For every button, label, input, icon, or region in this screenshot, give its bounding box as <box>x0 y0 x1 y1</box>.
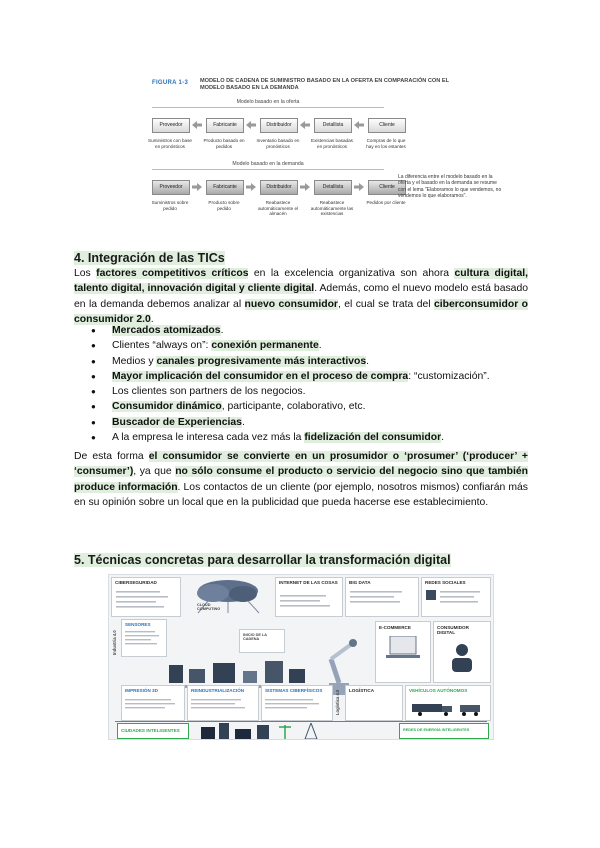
supply-chain-figure <box>148 74 522 250</box>
impresion-3d-block <box>121 685 185 721</box>
arrow-right-icon <box>300 183 310 191</box>
block-title: REDES DE ENERGÍA INTELIGENTES <box>403 728 470 732</box>
highlight: cultura digital, talento digital, innovación digital y cliente digital <box>74 268 529 295</box>
block-title: IMPRESIÓN 3D <box>125 688 158 693</box>
digital-transformation-infographic <box>108 574 494 740</box>
divider <box>152 169 384 170</box>
offer-node-fabricante: Fabricante <box>206 118 244 133</box>
figure-side-note: La diferencia entre el modelo basado en la oferta y el basado en la demanda se resume con el lema "Elaboramos lo que vendemos, no vendemos lo que elaboramos". <box>398 174 502 200</box>
text: . <box>220 325 224 336</box>
heading-text: 5. Técnicas concretas para desarrollar la transformación digital <box>74 553 451 567</box>
text: . <box>366 355 370 367</box>
ciberseguridad-block <box>111 577 181 617</box>
offer-desc: Producto basado en pedidos <box>203 138 245 149</box>
highlight: factores competitivos críticos <box>96 268 249 279</box>
offer-desc: Inventario basado en pronósticos <box>256 138 300 149</box>
offer-model-label: Modelo basado en la oferta <box>236 99 300 105</box>
offer-node-distribuidor: Distribuidor <box>260 118 298 133</box>
list-item <box>74 399 528 414</box>
lines-icon <box>125 630 163 652</box>
highlight: nuevo consumidor <box>244 298 338 310</box>
industria-label: Industria 4.0 <box>112 630 117 655</box>
highlight: canales progresivamente más interactivos <box>156 355 367 367</box>
section-4-paragraph-2 <box>74 449 528 511</box>
highlight: Mercados atomizados <box>112 325 221 336</box>
offer-chain-row <box>152 118 395 138</box>
arrow-left-icon <box>246 121 256 129</box>
text: . <box>318 340 322 352</box>
text: De esta forma <box>74 451 149 462</box>
arrow-left-icon <box>354 121 364 129</box>
block-title: SENSORES <box>125 622 151 627</box>
arrow-right-icon <box>246 183 256 191</box>
list-item <box>74 323 528 338</box>
list-item <box>74 384 528 399</box>
city-skyline-icon <box>201 723 341 739</box>
redes-energia-block <box>399 723 489 739</box>
text: . <box>241 416 245 428</box>
highlight: Consumidor dinámico <box>112 401 222 413</box>
list-item <box>74 415 528 430</box>
text: en la excelencia organizativa son ahora <box>248 268 455 279</box>
block-title: E-COMMERCE <box>379 625 411 630</box>
offer-node-proveedor: Proveedor <box>152 118 190 133</box>
demand-node-fabricante: Fabricante <box>206 180 244 195</box>
iot-block <box>275 577 343 617</box>
block-title: LOGÍSTICA <box>349 688 375 693</box>
text: A la empresa le interesa cada vez más la <box>112 432 305 444</box>
text: . Los contactos de un cliente (por ejemplo, nosotros mismos) confiarán más en su opinión sobre un local que en la publicidad que pueda hacerse ese establecimiento. <box>74 481 529 509</box>
arrow-right-icon <box>192 183 202 191</box>
text: , participante, colaborativo, etc. <box>221 401 366 413</box>
heading-text: 4. Integración de las TICs <box>74 251 225 265</box>
offer-desc: Suministros con base en pronósticos <box>148 138 192 149</box>
social-icon <box>426 590 486 612</box>
section-4-heading <box>74 251 225 265</box>
block-title: REDES SOCIALES <box>425 580 466 585</box>
laptop-icon <box>386 636 420 664</box>
arrow-left-icon <box>300 121 310 129</box>
text: Clientes “always on”: <box>112 340 212 352</box>
text: , el cual se trata del <box>337 298 434 310</box>
offer-node-cliente: Cliente <box>368 118 406 133</box>
lines-icon <box>265 698 325 716</box>
block-title: REINDUSTRIALIZACIÓN <box>191 688 245 693</box>
text: , ya que <box>133 466 176 478</box>
text: . <box>441 432 445 444</box>
demand-desc: Reabastece automáticamente el almacén <box>257 200 299 217</box>
lines-icon <box>191 698 251 716</box>
divider <box>115 721 487 722</box>
logistica-label: Logística 4.0 <box>335 689 340 715</box>
text: Medios y <box>112 355 157 367</box>
list-item <box>74 338 528 353</box>
section-4-paragraph-1 <box>74 266 528 328</box>
text: Los clientes son partners de los negocios. <box>112 386 306 398</box>
highlight: fidelización del consumidor <box>304 432 442 444</box>
highlight: ciberconsumidor o consumidor 2.0 <box>74 298 528 326</box>
consumidor-digital-block <box>433 621 491 683</box>
block-title: CONSUMIDOR DIGITAL <box>437 625 469 635</box>
demand-model-label: Modelo basado en la demanda <box>232 161 304 167</box>
demand-node-distribuidor: Distribuidor <box>260 180 298 195</box>
ciudades-inteligentes-block <box>117 723 189 739</box>
truck-icon <box>412 702 482 716</box>
redes-sociales-block <box>421 577 491 617</box>
offer-desc: Existencias basadas en pronósticos <box>311 138 353 149</box>
highlight: Mayor implicación del consumidor en el proceso de compra <box>112 370 409 382</box>
sensores-block <box>121 619 167 657</box>
block-title: CIBERSEGURIDAD <box>115 580 157 585</box>
demand-chain-row <box>152 180 395 200</box>
logistica-block <box>345 685 403 721</box>
lines-icon <box>125 698 181 716</box>
demand-node-detallista: Detallista <box>314 180 352 195</box>
figure-title: MODELO DE CADENA DE SUMINISTRO BASADO EN LA OFERTA EN COMPARACIÓN CON EL MODELO BASADO EN LA DEMANDA <box>200 78 449 91</box>
text: : “customización”. <box>408 370 490 382</box>
big-data-block <box>345 577 419 617</box>
text: Los <box>74 268 97 279</box>
section-4-bullet-list <box>74 323 528 445</box>
figure-number: FIGURA 1-3 <box>152 80 189 86</box>
demand-desc: Reabastece automáticamente las existencias <box>310 200 354 217</box>
block-title: SISTEMAS CIBERFÍSICOS <box>265 688 323 693</box>
block-title: CIUDADES INTELIGENTES <box>121 728 180 733</box>
highlight: Buscador de Experiencias <box>112 416 242 428</box>
lines-icon <box>350 590 410 612</box>
demand-desc: Producto sobre pedido <box>208 200 240 211</box>
ecommerce-block <box>375 621 431 683</box>
inicio-cadena-block <box>239 629 285 653</box>
highlight: no sólo consume el producto o servicio del negocio sino que también produce información <box>74 466 528 493</box>
demand-desc: Pedidos por cliente <box>366 200 406 205</box>
demand-node-cliente: Cliente <box>368 180 406 195</box>
text: . <box>150 314 154 326</box>
cloud-label: CLOUD COMPUTING <box>197 603 221 611</box>
demand-node-proveedor: Proveedor <box>152 180 190 195</box>
list-item <box>74 354 528 369</box>
section-5-heading <box>74 553 451 567</box>
sistemas-ciberfisicos-block <box>261 685 333 721</box>
user-icon <box>448 642 476 672</box>
arrow-right-icon <box>354 183 364 191</box>
arrow-left-icon <box>192 121 202 129</box>
highlight: el consumidor se convierte en un prosumidor o ‘prosumer’ (‘producer’ + ‘consumer’) <box>74 451 528 478</box>
lines-icon <box>280 594 336 612</box>
list-item <box>74 430 528 445</box>
block-title: BIG DATA <box>349 580 371 585</box>
list-item <box>74 369 528 384</box>
block-title: INICIO DE LA CADENA <box>243 633 267 641</box>
vehiculos-autonomos-block <box>405 685 491 721</box>
lines-icon <box>116 590 176 612</box>
offer-node-detallista: Detallista <box>314 118 352 133</box>
demand-desc: Suministros sobre pedido <box>151 200 189 211</box>
highlight: conexión permanente <box>211 340 319 352</box>
block-title: INTERNET DE LAS COSAS <box>279 580 338 585</box>
reindustrializacion-block <box>187 685 259 721</box>
divider <box>152 107 384 108</box>
text: . Además, como el nuevo modelo está basado en la demanda debemos analizar al <box>74 283 529 310</box>
block-title: VEHÍCULOS AUTÓNOMOS <box>409 688 468 693</box>
offer-desc: Compras de lo que hay en los estantes <box>366 138 406 149</box>
